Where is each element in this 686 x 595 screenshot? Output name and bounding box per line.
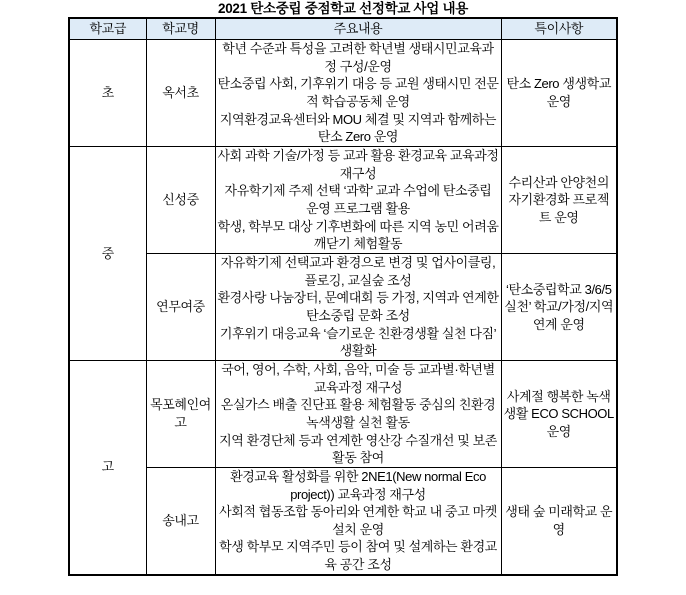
content-item: 사회적 협동조합 동아리와 연계한 학교 내 중고 마켓 설치 운영 xyxy=(219,504,497,537)
content-item: 국어, 영어, 수학, 사회, 음악, 미술 등 교과별·학년별 교육과정 재구성 xyxy=(221,362,495,395)
content-item: 학생 학부모 지역주민 등이 참여 및 설계하는 환경교육 공간 조성 xyxy=(219,539,497,572)
content-item: 지역 환경단체 등과 연계한 영산강 수질개선 및 보존 활동 참여 xyxy=(219,432,497,466)
notes-cell: 생태 숲 미래학교 운영 xyxy=(501,468,617,575)
table-row-okseo xyxy=(69,40,617,147)
table-row-songnae xyxy=(69,468,617,575)
school-name-cell: 송내고 xyxy=(146,468,215,575)
content-item: 사회 과학 기술/가정 등 교과 활용 환경교육 교육과정 재구성 xyxy=(217,148,499,181)
notes-cell: ‘탄소중립학교 3/6/5 실천’ 학교/가정/지역 연계 운영 xyxy=(501,254,617,361)
content-item: 자유학기제 주제 선택 ‘과학’ 교과 수업에 탄소중립 운영 프로그램 활용 xyxy=(224,183,492,216)
main-content-cell xyxy=(215,254,501,361)
col-header-main-content: 주요내용 xyxy=(215,18,501,40)
page-title: 2021 탄소중립 중점학교 선정학교 사업 내용 xyxy=(218,1,468,16)
school-name-cell: 연무여중 xyxy=(146,254,215,361)
main-content-cell xyxy=(215,361,501,468)
header-row xyxy=(69,18,617,40)
content-item: 지역환경교육센터와 MOU 체결 및 지역과 함께하는 탄소 Zero 운영 xyxy=(219,111,497,145)
main-content-cell xyxy=(215,468,501,575)
content-item: 자유학기제 선택교과 환경으로 변경 및 업사이클링, 플로깅, 교실숲 조성 xyxy=(220,255,496,288)
school-name-cell: 신성중 xyxy=(146,147,215,254)
col-header-school-level: 학교급 xyxy=(69,18,146,40)
content-item: 환경교육 활성화를 위한 2NE1(New normal Eco project)) 교육과정 재구성 xyxy=(230,469,486,502)
table-row-yeonmu xyxy=(69,254,617,361)
school-name-cell: 옥서초 xyxy=(146,40,215,147)
content-item: 환경사랑 나눔장터, 문예대회 등 가정, 지역과 연계한 탄소중립 문화 조성 xyxy=(217,290,499,323)
school-name-cell: 목포혜인여고 xyxy=(146,361,215,468)
col-header-school-name: 학교명 xyxy=(146,18,215,40)
notes-cell: 사계절 행복한 녹색 생활 ECO SCHOOL 운영 xyxy=(501,361,617,468)
school-level-cell-middle: 중 xyxy=(69,147,146,361)
content-item: 온실가스 배출 진단표 활용 체험활동 중심의 친환경 녹색생활 실천 활동 xyxy=(220,397,496,430)
content-item: 탄소중립 사회, 기후위기 대응 등 교원 생태시민 전문적 학습공동체 운영 xyxy=(217,76,499,109)
col-header-notes: 특이사항 xyxy=(501,18,617,40)
main-content-cell xyxy=(215,40,501,147)
school-level-cell-high: 고 xyxy=(69,361,146,575)
notes-cell: 탄소 Zero 생생학교 운영 xyxy=(501,40,617,147)
notes-cell: 수리산과 안양천의 자기환경화 프로젝트 운영 xyxy=(501,147,617,254)
content-item: 학년 수준과 특성을 고려한 학년별 생태시민교육과정 구성/운영 xyxy=(222,41,494,74)
content-item: 기후위기 대응교육 ‘슬기로운 친환경생활 실천 다짐’ 생활화 xyxy=(219,325,497,359)
school-level-cell-elementary: 초 xyxy=(69,40,146,147)
content-item: 학생, 학부모 대상 기후변화에 따른 지역 농민 어려움 깨닫기 체험활동 xyxy=(217,218,499,252)
school-program-table xyxy=(68,17,618,576)
table-row-sinseong xyxy=(69,147,617,254)
main-content-cell xyxy=(215,147,501,254)
table-row-mokpohyein xyxy=(69,361,617,468)
